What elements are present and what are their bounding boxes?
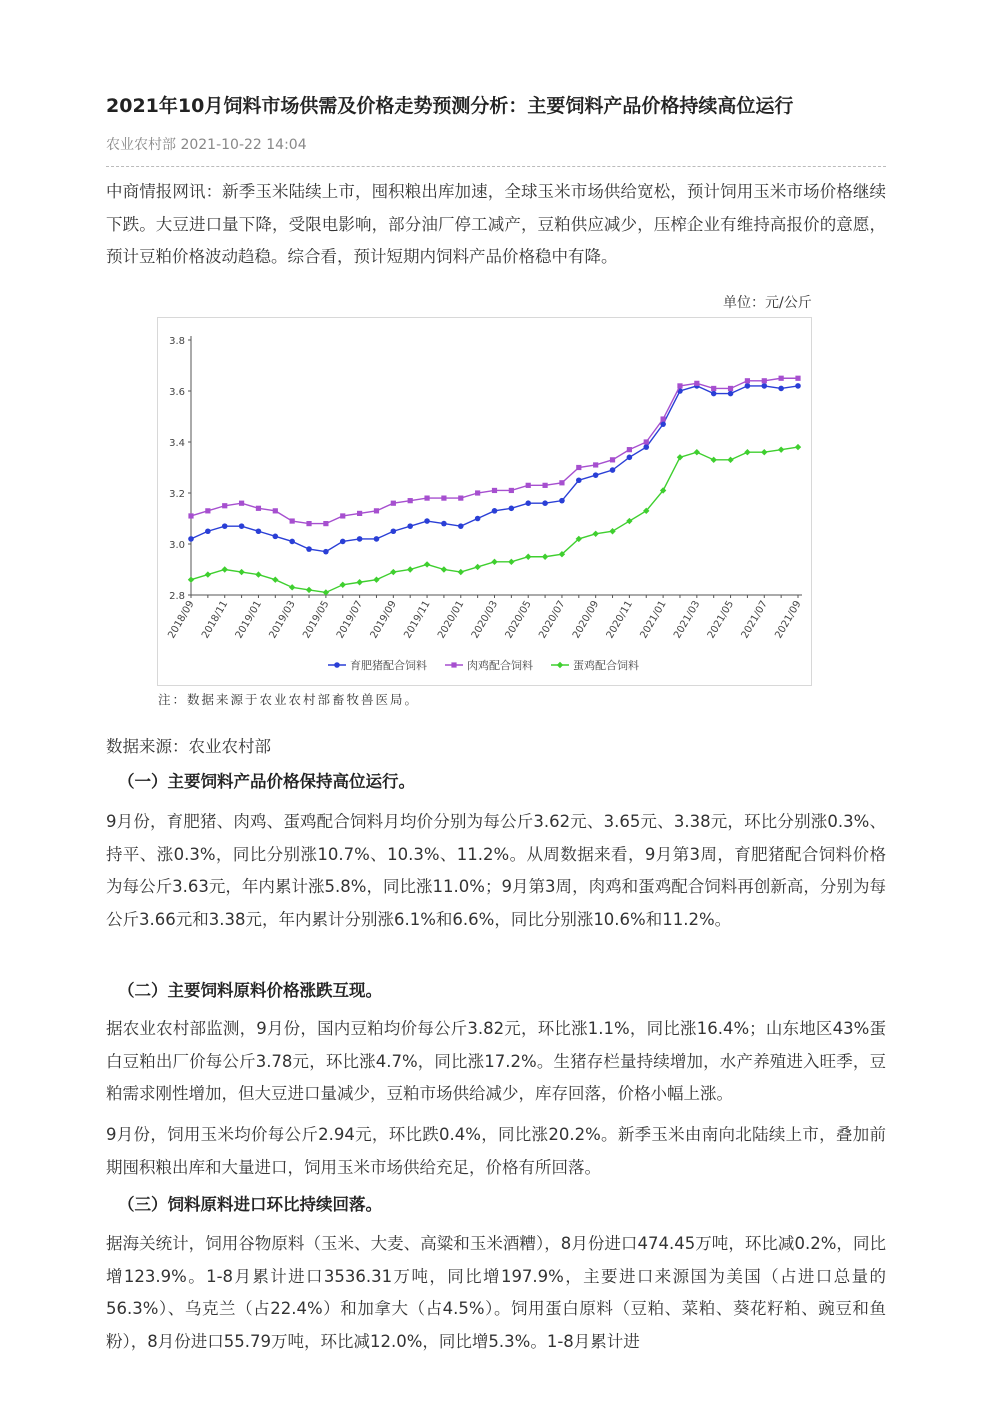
- legend-label: 蛋鸡配合饲料: [573, 659, 639, 672]
- x-tick-label: 2018/09: [166, 599, 197, 641]
- data-point: [475, 490, 480, 495]
- data-point: [526, 483, 531, 488]
- data-point: [222, 503, 227, 508]
- section2-paragraph-2: 9月份，饲用玉米均价每公斤2.94元，环比跌0.4%，同比涨20.2%。新季玉米由南向北陆续上市，叠加前期囤积粮出库和大量进口，饲用玉米市场供给充足，价格有所回落。: [106, 1125, 886, 1177]
- data-point: [391, 528, 397, 534]
- data-point: [559, 498, 565, 504]
- data-point: [205, 571, 211, 577]
- data-point: [626, 518, 632, 524]
- x-tick-label: 2019/09: [368, 599, 399, 641]
- x-tick-label: 2019/11: [402, 599, 433, 641]
- data-point: [559, 480, 564, 485]
- x-tick-label: 2018/11: [200, 599, 231, 641]
- section2-heading: （二）主要饲料原料价格涨跌互现。: [118, 981, 382, 1000]
- data-point: [627, 455, 633, 461]
- x-tick-label: 2020/09: [570, 599, 602, 641]
- data-point: [424, 518, 430, 524]
- data-point: [255, 571, 261, 577]
- data-point: [356, 579, 362, 585]
- data-point: [492, 508, 498, 514]
- data-point: [644, 439, 649, 444]
- section3-paragraph: 据海关统计，饲用谷物原料（玉米、大麦、高粱和玉米酒糟），8月份进口474.45万吨，环比减0.2%，同比增123.9%。1-8月累计进口3536.31万吨，同比增197.9%，主要进口来源国为美国（占进口总量的56.3%）、乌克兰（占22.4%）和加拿大（占4.5%）。饲用蛋白原料（豆粕、菜粕、葵花籽粕、豌豆和鱼粉），8月份进口55.79万吨，环比减12.0%，同比增5.3%。1-8月累计进: [106, 1234, 886, 1351]
- series-line-1: [191, 386, 798, 552]
- data-point: [761, 449, 767, 455]
- data-point: [593, 472, 599, 478]
- data-point: [408, 498, 413, 503]
- data-point: [728, 391, 734, 397]
- data-point: [390, 569, 396, 575]
- data-point: [424, 496, 429, 501]
- data-point: [458, 523, 464, 529]
- section1-paragraph: 9月份，育肥猪、肉鸡、蛋鸡配合饲料月均价分别为每公斤3.62元、3.65元、3.38元，环比分别涨0.3%、持平、涨0.3%，同比分别涨10.7%、10.3%、11.2%。从周数据来看，9月第3周，育肥猪配合饲料价格为每公斤3.63元，年内累计涨5.8%，同比涨11.0%；9月第3周，肉鸡和蛋鸡配合饲料再创新高，分别为每公斤3.66元和3.38元，年内累计分别涨6.1%和6.6%，同比分别涨10.6%和11.2%。: [106, 812, 886, 929]
- data-point: [525, 500, 531, 506]
- data-point: [542, 500, 548, 506]
- data-point: [745, 378, 750, 383]
- data-point: [374, 508, 379, 513]
- data-point: [239, 501, 244, 506]
- x-tick-label: 2020/05: [503, 599, 534, 641]
- chart-unit: 单位：元/公斤: [723, 295, 812, 311]
- data-point: [273, 508, 278, 513]
- data-point: [407, 523, 413, 529]
- data-point: [256, 528, 262, 534]
- data-point: [795, 444, 801, 450]
- data-point: [778, 386, 784, 392]
- data-point: [188, 536, 194, 542]
- line-chart: [158, 318, 811, 685]
- data-point: [458, 569, 464, 575]
- data-point: [779, 376, 784, 381]
- y-tick-label: 3.2: [169, 489, 185, 500]
- data-point: [374, 536, 380, 542]
- data-point: [610, 457, 615, 462]
- data-point: [391, 501, 396, 506]
- data-point: [761, 383, 767, 389]
- data-point: [289, 539, 295, 545]
- data-point: [576, 465, 581, 470]
- y-tick-label: 3.0: [169, 540, 185, 551]
- intro-paragraph: 中商情报网讯：新季玉米陆续上市，囤积粮出库加速，全球玉米市场供给宽松，预计饲用玉米市场价格继续下跌。大豆进口量下降，受限电影响，部分油厂停工减产，豆粕供应减少，压榨企业有维持高报价的意愿，预计豆粕价格波动趋稳。综合看，预计短期内饲料产品价格稳中有降。: [106, 182, 886, 266]
- x-tick-label: 2021/05: [705, 599, 737, 641]
- data-point: [795, 376, 800, 381]
- data-point: [273, 534, 279, 540]
- data-point: [222, 523, 228, 529]
- data-point: [525, 554, 531, 560]
- data-point: [711, 386, 716, 391]
- data-point: [323, 521, 328, 526]
- data-point: [762, 378, 767, 383]
- data-point: [290, 518, 295, 523]
- data-point: [711, 391, 717, 397]
- x-tick-label: 2021/09: [773, 599, 804, 641]
- data-point: [677, 383, 682, 388]
- legend-label: 肉鸡配合饲料: [467, 659, 533, 672]
- data-point: [323, 549, 329, 555]
- data-point: [643, 444, 649, 450]
- data-point: [694, 449, 700, 455]
- data-point: [542, 554, 548, 560]
- x-tick-label: 2021/07: [739, 599, 770, 641]
- x-tick-label: 2021/01: [638, 599, 669, 641]
- data-point: [744, 449, 750, 455]
- data-source: 数据来源：农业农村部: [106, 737, 271, 756]
- data-point: [592, 531, 598, 537]
- data-point: [542, 483, 547, 488]
- data-point: [745, 383, 751, 389]
- data-point: [441, 566, 447, 572]
- data-point: [239, 523, 245, 529]
- data-point: [593, 462, 598, 467]
- data-point: [188, 577, 194, 583]
- data-point: [289, 584, 295, 590]
- article-meta: 农业农村部 2021-10-22 14:04: [106, 137, 307, 153]
- data-point: [491, 559, 497, 565]
- data-point: [727, 457, 733, 463]
- y-tick-label: 3.6: [169, 387, 185, 398]
- y-tick-label: 3.4: [169, 438, 185, 449]
- data-point: [509, 506, 515, 512]
- section2-paragraph-1: 据农业农村部监测，9月份，国内豆粕均价每公斤3.82元，环比涨1.1%，同比涨16.4%；山东地区43%蛋白豆粕出厂价每公斤3.78元，环比涨4.7%，同比涨17.2%。生猪存栏量持续增加，水产养殖进入旺季，豆粕需求刚性增加，但大豆进口量减少，豆粕市场供给减少，库存回落，价格小幅上涨。: [106, 1019, 886, 1103]
- data-point: [357, 511, 362, 516]
- data-point: [508, 559, 514, 565]
- data-point: [340, 539, 346, 545]
- data-point: [795, 383, 801, 389]
- data-point: [492, 488, 497, 493]
- data-point: [306, 521, 311, 526]
- chart-note: 注：数据来源于农业农村部畜牧兽医局。: [158, 692, 420, 707]
- x-tick-label: 2020/01: [436, 599, 467, 641]
- data-point: [778, 446, 784, 452]
- data-point: [694, 381, 699, 386]
- data-point: [576, 477, 582, 483]
- x-tick-label: 2020/11: [604, 599, 635, 641]
- data-point: [677, 454, 683, 460]
- data-point: [256, 506, 261, 511]
- divider: [106, 166, 886, 167]
- data-point: [609, 528, 615, 534]
- data-point: [205, 528, 211, 534]
- x-tick-label: 2019/01: [233, 599, 265, 641]
- data-point: [306, 546, 312, 552]
- data-point: [627, 447, 632, 452]
- data-point: [441, 496, 446, 501]
- y-tick-label: 2.8: [169, 591, 185, 602]
- data-point: [373, 577, 379, 583]
- data-point: [357, 536, 363, 542]
- x-tick-label: 2020/03: [469, 599, 501, 641]
- data-point: [474, 564, 480, 570]
- data-point: [222, 566, 228, 572]
- article-title: 2021年10月饲料市场供需及价格走势预测分析：主要饲料产品价格持续高位运行: [106, 95, 794, 117]
- legend-marker: [334, 662, 340, 668]
- data-point: [728, 386, 733, 391]
- legend-label: 育肥猪配合饲料: [350, 659, 427, 672]
- x-tick-label: 2021/03: [672, 599, 703, 641]
- data-point: [441, 521, 447, 527]
- data-point: [238, 569, 244, 575]
- y-tick-label: 3.8: [169, 336, 185, 347]
- x-tick-label: 2019/05: [301, 599, 332, 641]
- data-point: [407, 566, 413, 572]
- data-point: [424, 561, 430, 567]
- data-point: [710, 457, 716, 463]
- data-point: [205, 508, 210, 513]
- data-point: [272, 577, 278, 583]
- data-point: [661, 416, 666, 421]
- x-tick-label: 2019/07: [334, 599, 366, 641]
- section3-heading: （三）饲料原料进口环比持续回落。: [118, 1195, 382, 1214]
- data-point: [475, 516, 481, 522]
- data-point: [188, 513, 193, 518]
- series-line-2: [191, 378, 798, 523]
- x-tick-label: 2019/03: [267, 599, 298, 641]
- data-point: [340, 582, 346, 588]
- series-line-3: [191, 447, 798, 592]
- legend-marker: [557, 662, 563, 668]
- section1-heading: （一）主要饲料产品价格保持高位运行。: [118, 772, 415, 791]
- data-point: [340, 513, 345, 518]
- data-point: [458, 496, 463, 501]
- legend-marker: [451, 662, 456, 667]
- feed-price-chart: [157, 317, 812, 686]
- data-point: [509, 488, 514, 493]
- data-point: [610, 467, 616, 473]
- data-point: [306, 587, 312, 593]
- x-tick-label: 2020/07: [537, 599, 568, 641]
